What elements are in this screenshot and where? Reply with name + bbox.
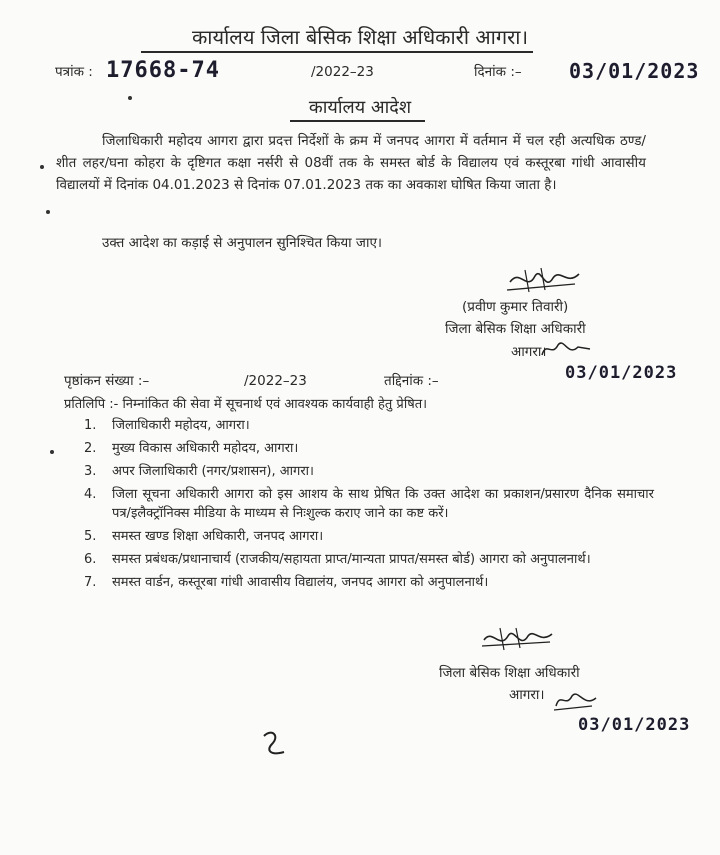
signatory-1-name: (प्रवीण कुमार तिवारी) xyxy=(462,299,569,315)
list-item: 2. मुख्य विकास अधिकारी महोदय, आगरा। xyxy=(84,441,299,456)
list-item: 3. अपर जिलाधिकारी (नगर/प्रशासन), आगरा। xyxy=(84,464,314,479)
signatory-1-place: आगरा। xyxy=(511,344,547,360)
margin-dot xyxy=(50,450,54,454)
signature-initials-2 xyxy=(552,686,602,712)
letter-no-label: पत्रांक : xyxy=(55,64,93,80)
handwritten-mark xyxy=(258,726,294,766)
margin-dot xyxy=(40,165,44,169)
letter-no-handwritten: 17668-74 xyxy=(106,58,220,83)
signature-1 xyxy=(505,262,585,302)
list-item: 4. जिला सूचना अधिकारी आगरा को इस आशय के साथ प्रेषित कि उक्त आदेश का प्रकाशन/प्रसारण दैनिक समाचार पत्र/इलैक्ट्रॉनिक्स मीडिया के माध्यम से निःशुल्क कराए जाने का कष्ट करें। xyxy=(84,487,654,521)
signature-initials-1 xyxy=(538,337,594,361)
signatory-2-handwritten-date: 03/01/2023 xyxy=(578,715,691,735)
order-title-underline xyxy=(290,120,425,122)
signatory-1-handwritten-date: 03/01/2023 xyxy=(565,363,678,383)
recipient-list xyxy=(84,416,654,596)
order-paragraph: जिलाधिकारी महोदय आगरा द्वारा प्रदत्त निर्देशों के क्रम में जनपद आगरा में वर्तमान में चल रही अत्यधिक ठण्ड/शीत लहर/घना कोहरा के दृष्टिगत कक्षा नर्सरी से 08वीं तक के समस्त बोर्ड के विद्यालय एवं कस्तूरबा गांधी आवासीय विद्यालयों में दिनांक 04.01.2023 से दिनांक 07.01.2023 तक का अवकाश घोषित किया जाता है। xyxy=(56,133,646,193)
endorsement-number-suffix: /2022–23 xyxy=(244,373,307,389)
list-item: 1. जिलाधिकारी महोदय, आगरा। xyxy=(84,418,250,433)
title-underline xyxy=(141,51,533,53)
signatory-2-designation: जिला बेसिक शिक्षा अधिकारी xyxy=(439,665,580,681)
date-label: दिनांक :– xyxy=(474,64,522,80)
signatory-1-designation: जिला बेसिक शिक्षा अधिकारी xyxy=(445,321,586,337)
list-item: 7. समस्त वार्डन, कस्तूरबा गांधी आवासीय विद्यालंय, जनपद आगरा को अनुपालनार्थ। xyxy=(84,575,489,590)
endorsement-date-label: तद्दिनांक :– xyxy=(384,373,439,389)
list-item: 6. समस्त प्रबंधक/प्रधानाचार्य (राजकीय/सहायता प्राप्त/मान्यता प्रापत/समस्त बोर्ड) आगरा को अनुपालनार्थ। xyxy=(84,552,591,567)
margin-dot xyxy=(128,96,132,100)
order-title: कार्यालय आदेश xyxy=(308,97,412,118)
signatory-2-place: आगरा। xyxy=(509,687,545,703)
list-item: 5. समस्त खण्ड शिक्षा अधिकारी, जनपद आगरा। xyxy=(84,529,324,544)
copy-line: प्रतिलिपि :- निम्नांकित की सेवा में सूचनार्थ एवं आवश्यक कार्यवाही हेतु प्रेषित। xyxy=(64,397,428,412)
date-handwritten: 03/01/2023 xyxy=(569,59,700,83)
margin-dot xyxy=(46,210,50,214)
signature-2 xyxy=(478,622,558,658)
office-title: कार्यालय जिला बेसिक शिक्षा अधिकारी आगरा। xyxy=(191,25,529,49)
endorsement-number-label: पृष्ठांकन संख्या :– xyxy=(64,373,150,389)
compliance-line: उक्त आदेश का कड़ाई से अनुपालन सुनिश्चित किया जाए। xyxy=(102,235,383,251)
letter-no-suffix: /2022–23 xyxy=(311,64,374,80)
